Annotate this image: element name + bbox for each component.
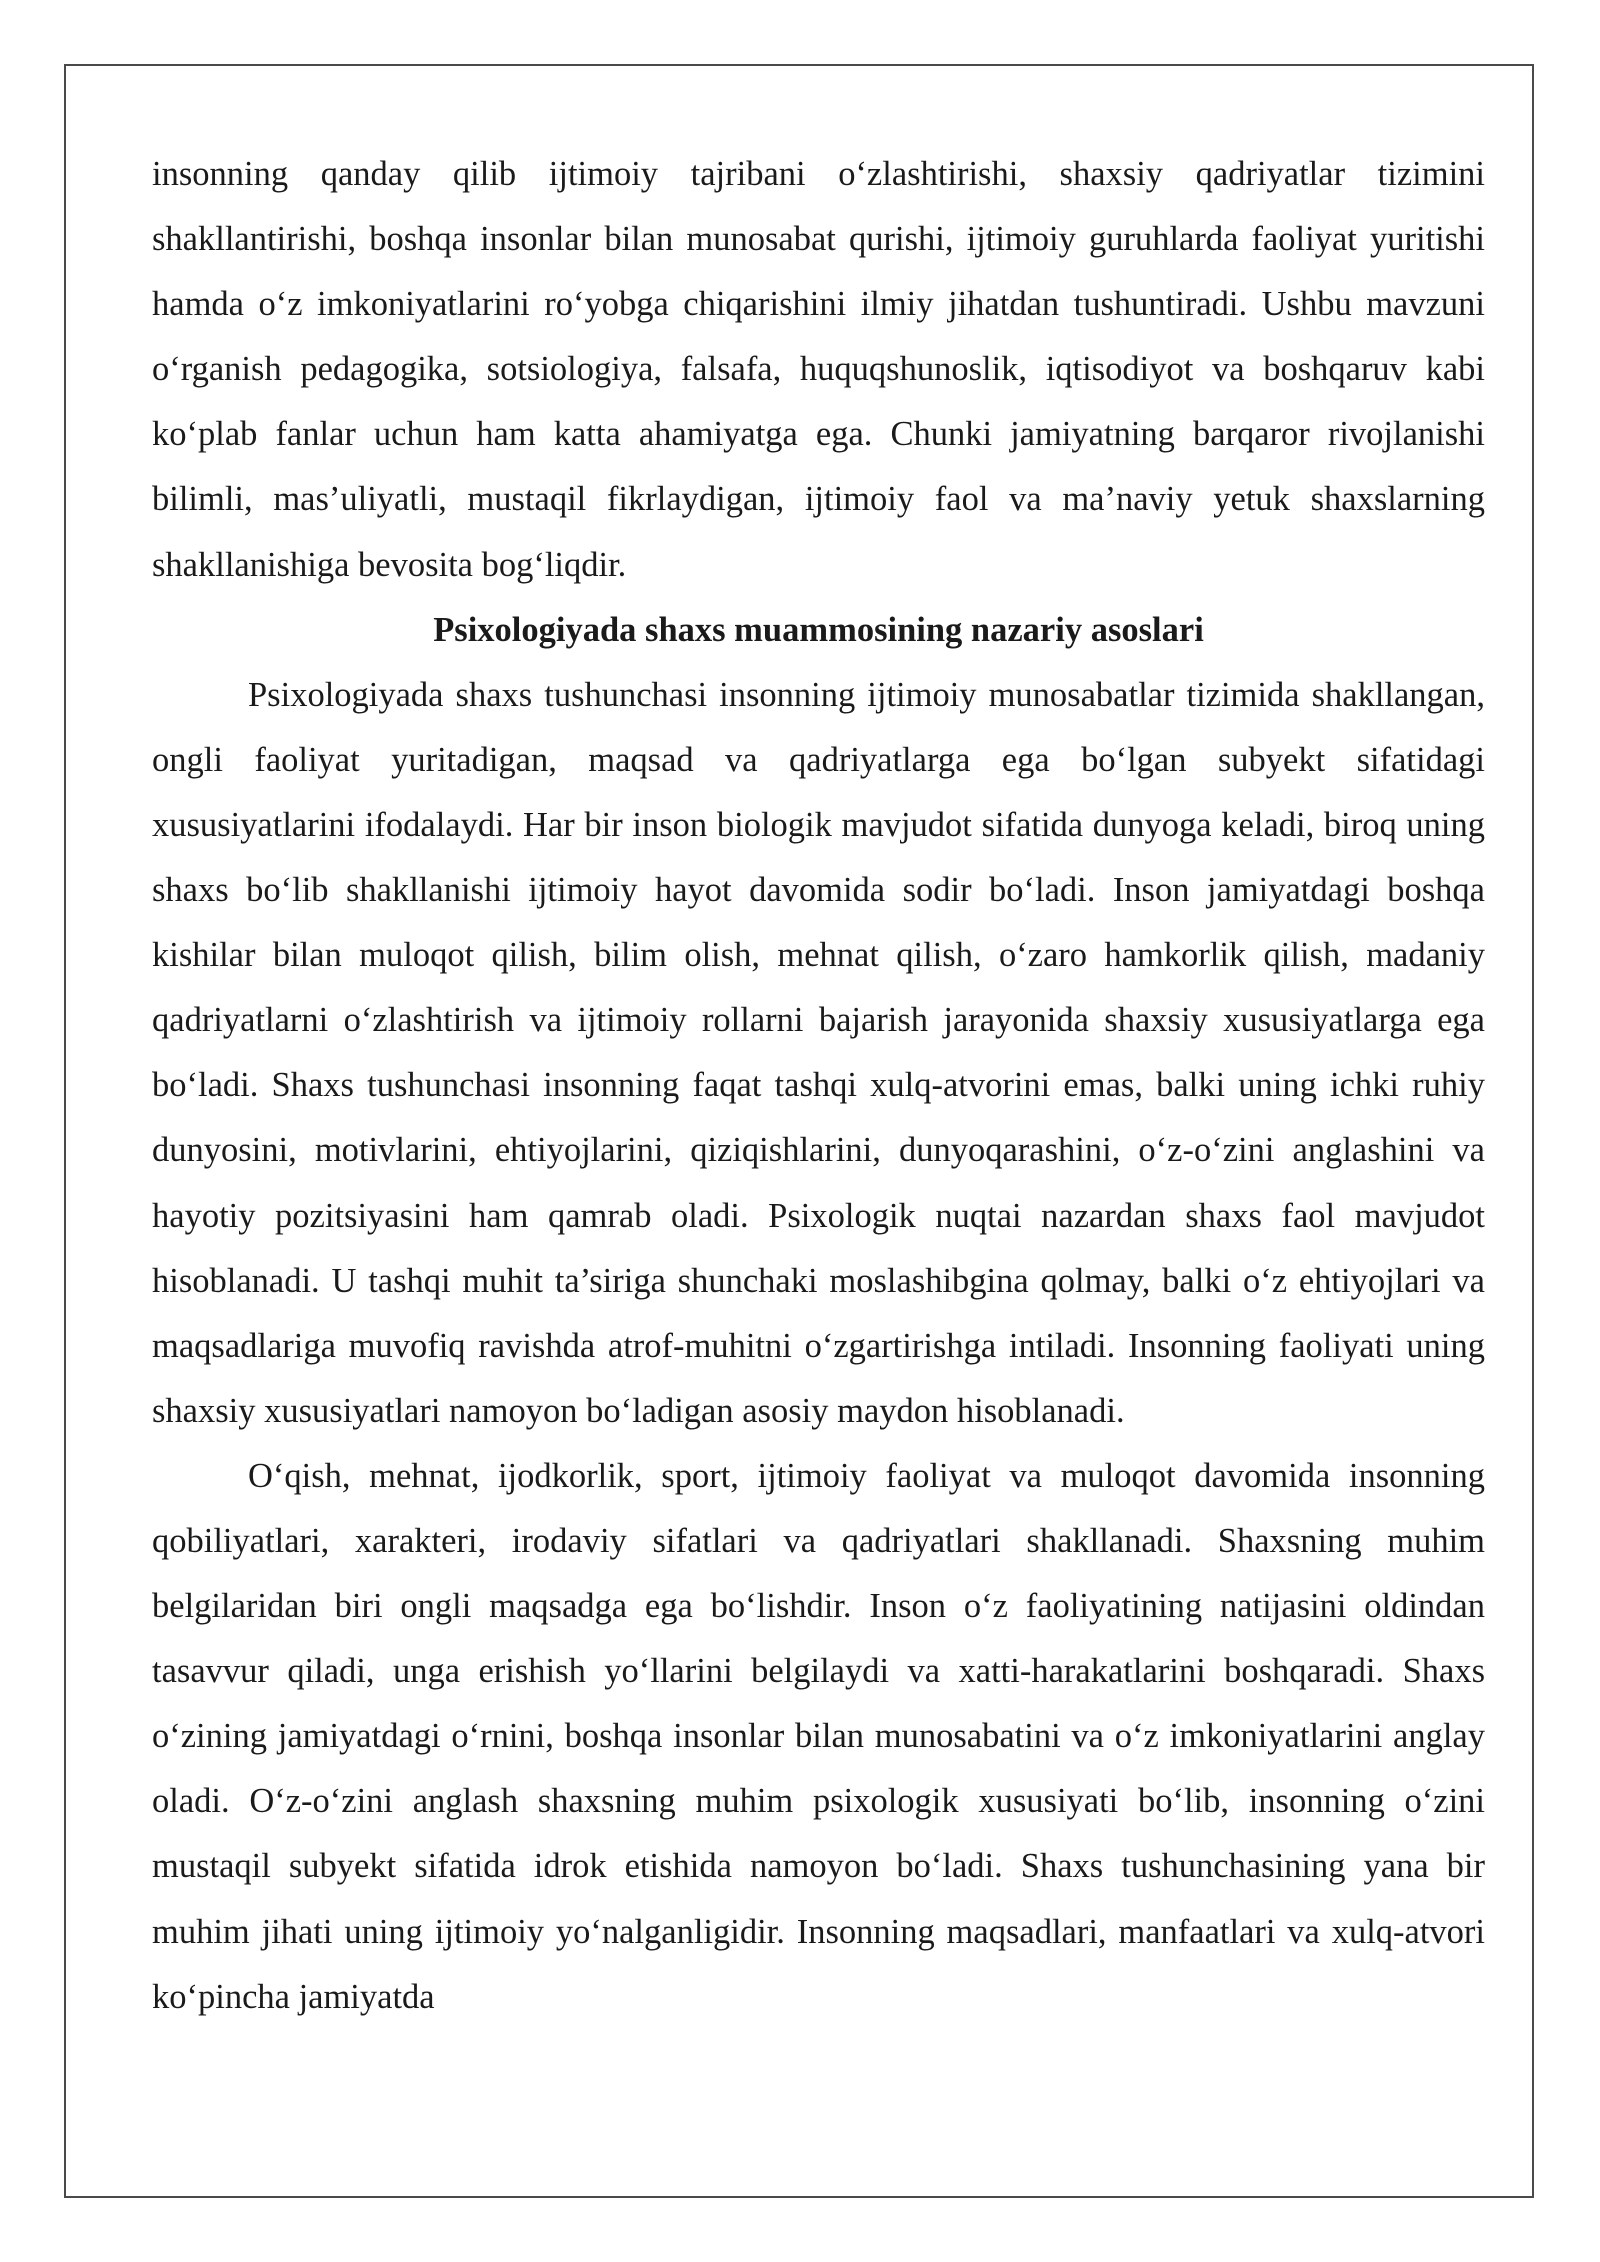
page-body [152, 142, 1485, 2030]
paragraph-2: O‘qish, mehnat, ijodkorlik, sport, ijtimoiy faoliyat va muloqot davomida insonning qobiliyatlari, xarakteri, irodaviy sifatlari va qadriyatlari shakllanadi. Shaxsning muhim belgilaridan biri ongli maqsadga ega bo‘lishdir. Inson o‘z faoliyatining natijasini oldindan tasavvur qiladi, unga erishish yo‘llarini belgilaydi va xatti-harakatlarini boshqaradi. Shaxs o‘zining jamiyatdagi o‘rnini, boshqa insonlar bilan munosabatini va o‘z imkoniyatlarini anglay oladi. O‘z-o‘zini anglash shaxsning muhim psixologik xususiyati bo‘lib, insonning o‘zini mustaqil subyekt sifatida idrok etishida namoyon bo‘ladi. Shaxs tushunchasining yana bir muhim jihati uning ijtimoiy yo‘nalganligidir. Insonning maqsadlari, manfaatlari va xulq-atvori ko‘pincha jamiyatda [152, 1456, 1485, 2016]
section-heading: Psixologiyada shaxs muammosining nazariy asoslari [433, 610, 1204, 649]
paragraph-1: Psixologiyada shaxs tushunchasi insonning ijtimoiy munosabatlar tizimida shakllangan, ongli faoliyat yuritadigan, maqsad va qadriyatlarga ega bo‘lgan subyekt sifatidagi xususiyatlarini ifodalaydi. Har bir inson biologik mavjudot sifatida dunyoga keladi, biroq uning shaxs bo‘lib shakllanishi ijtimoiy hayot davomida sodir bo‘ladi. Inson jamiyatdagi boshqa kishilar bilan muloqot qilish, bilim olish, mehnat qilish, o‘zaro hamkorlik qilish, madaniy qadriyatlarni o‘zlashtirish va ijtimoiy rollarni bajarish jarayonida shaxsiy xususiyatlarga ega bo‘ladi. Shaxs tushunchasi insonning faqat tashqi xulq-atvorini emas, balki uning ichki ruhiy dunyosini, motivlarini, ehtiyojlarini, qiziqishlarini, dunyoqarashini, o‘z-o‘zini anglashini va hayotiy pozitsiyasini ham qamrab oladi. Psixologik nuqtai nazardan shaxs faol mavjudot hisoblanadi. U tashqi muhit ta’siriga shunchaki moslashibgina qolmay, balki o‘z ehtiyojlari va maqsadlariga muvofiq ravishda atrof-muhitni o‘zgartirishga intiladi. Insonning faoliyati uning shaxsiy xususiyatlari namoyon bo‘ladigan asosiy maydon hisoblanadi. [152, 675, 1485, 1430]
paragraph-intro: insonning qanday qilib ijtimoiy tajribani o‘zlashtirishi, shaxsiy qadriyatlar tizimini shakllantirishi, boshqa insonlar bilan munosabat qurishi, ijtimoiy guruhlarda faoliyat yuritishi hamda o‘z imkoniyatlarini ro‘yobga chiqarishini ilmiy jihatdan tushuntiradi. Ushbu mavzuni o‘rganish pedagogika, sotsiologiya, falsafa, huquqshunoslik, iqtisodiyot va boshqaruv kabi ko‘plab fanlar uchun ham katta ahamiyatga ega. Chunki jamiyatning barqaror rivojlanishi bilimli, mas’uliyatli, mustaqil fikrlaydigan, ijtimoiy faol va ma’naviy yetuk shaxslarning shakllanishiga bevosita bog‘liqdir. [152, 155, 1485, 584]
